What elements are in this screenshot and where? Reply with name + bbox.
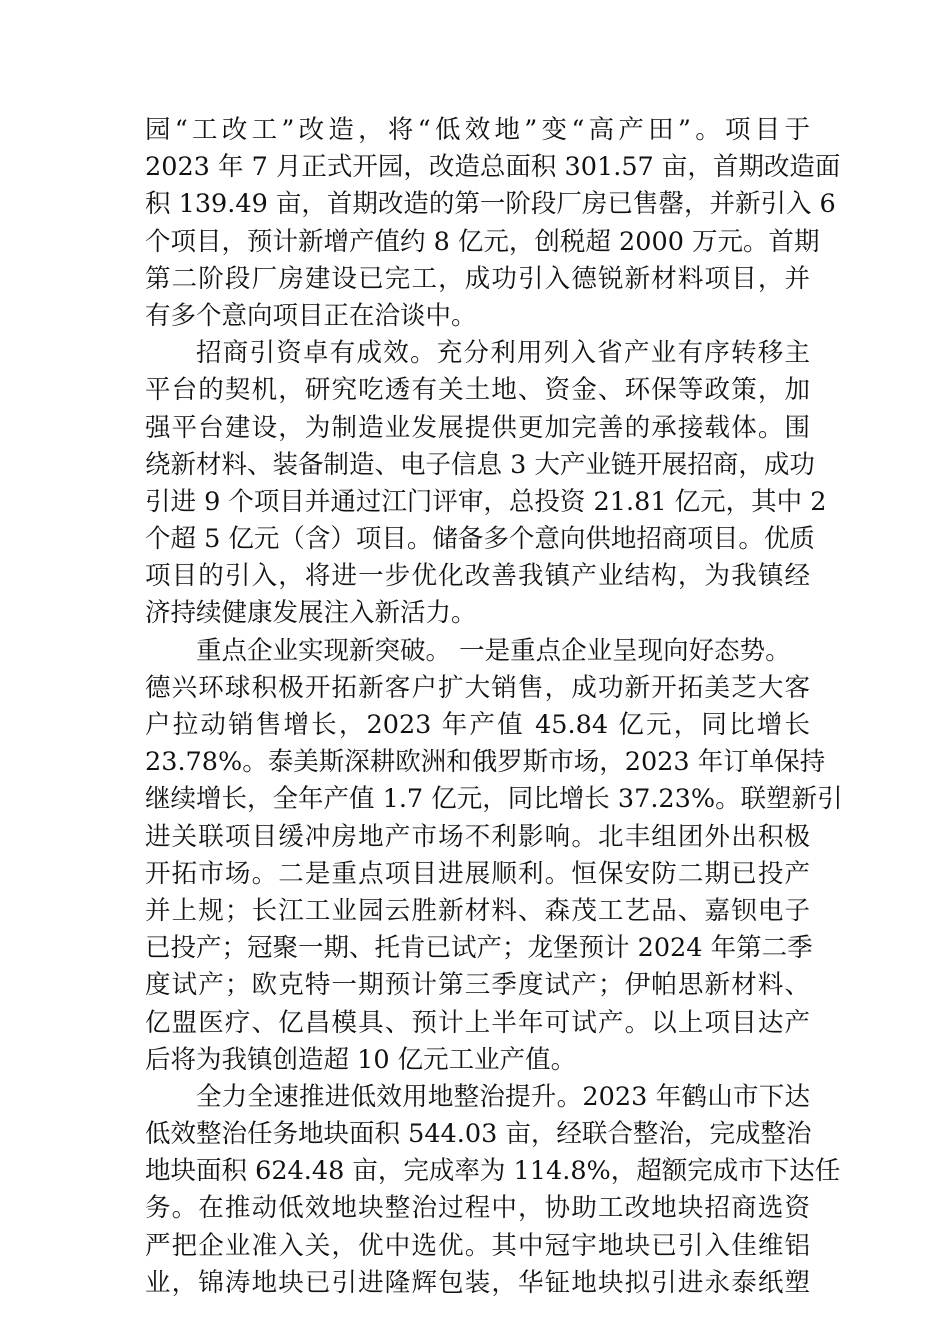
paragraph bbox=[145, 335, 827, 633]
text-line: 引进 9 个项目并通过江门评审，总投资 21.81 亿元，其中 2 bbox=[145, 486, 827, 517]
text-line: 业，锦涛地块已引进隆辉包装，华钲地块拟引进永泰纸塑 bbox=[145, 1267, 810, 1298]
text-line: 园“工改工”改造，将“低效地”变“高产田”。项目于 bbox=[145, 115, 810, 145]
text-line: 第二阶段厂房建设已完工，成功引入德锐新材料项目，并 bbox=[145, 263, 810, 294]
text-line: 平台的契机，研究吃透有关土地、资金、环保等政策，加 bbox=[145, 375, 810, 406]
text-line: 后将为我镇创造超 10 亿元工业产值。 bbox=[145, 1044, 577, 1075]
text-line: 23.78%。泰美斯深耕欧洲和俄罗斯市场，2023 年订单保持 bbox=[145, 747, 826, 778]
text-line: 地块面积 624.48 亩，完成率为 114.8%，超额完成市下达任 bbox=[145, 1156, 841, 1187]
text-line: 并上规；长江工业园云胜新材料、森茂工艺品、嘉钡电子 bbox=[145, 895, 810, 926]
text-line: 低效整治任务地块面积 544.03 亩，经联合整治，完成整治 bbox=[145, 1119, 812, 1150]
text-line: 进关联项目缓冲房地产市场不利影响。北丰组团外出积极 bbox=[145, 821, 810, 852]
text-line: 继续增长，全年产值 1.7 亿元，同比增长 37.23%。联塑新引 bbox=[145, 784, 843, 815]
text-line: 严把企业准入关，优中选优。其中冠宇地块已引入佳维铝 bbox=[145, 1230, 810, 1261]
text-line: 强平台建设，为制造业发展提供更加完善的承接载体。围 bbox=[145, 412, 810, 443]
text-line: 2023 年 7 月正式开园，改造总面积 301.57 亩，首期改造面 bbox=[145, 152, 841, 183]
text-line: 户拉动销售增长，2023 年产值 45.84 亿元，同比增长 bbox=[145, 710, 810, 740]
text-line: 有多个意向项目正在洽谈中。 bbox=[145, 300, 477, 331]
text-line: 招商引资卓有成效。充分利用列入省产业有序转移主 bbox=[196, 338, 810, 369]
text-line: 项目的引入，将进一步优化改善我镇产业结构，为我镇经 bbox=[145, 561, 810, 592]
text-line: 绕新材料、装备制造、电子信息 3 大产业链开展招商，成功 bbox=[145, 449, 815, 480]
text-line: 德兴环球积极开拓新客户扩大销售，成功新开拓美芝大客 bbox=[145, 672, 810, 703]
text-line: 重点企业实现新突破。 一是重点企业呈现向好态势。 bbox=[196, 635, 791, 666]
document-body bbox=[145, 112, 843, 1302]
text-line: 济持续健康发展注入新活力。 bbox=[145, 598, 477, 629]
text-line: 开拓市场。二是重点项目进展顺利。恒保安防二期已投产 bbox=[145, 858, 810, 889]
text-line: 务。在推动低效地块整治过程中，协助工改地块招商选资 bbox=[145, 1193, 810, 1224]
text-line: 已投产；冠聚一期、托肯已试产；龙堡预计 2024 年第二季 bbox=[145, 933, 813, 964]
text-line: 全力全速推进低效用地整治提升。2023 年鹤山市下达 bbox=[196, 1081, 810, 1112]
text-line: 度试产；欧克特一期预计第三季度试产；伊帕思新材料、 bbox=[145, 970, 810, 1001]
paragraph bbox=[145, 1079, 841, 1302]
paragraph bbox=[145, 633, 843, 1079]
text-line: 积 139.49 亩，首期改造的第一阶段厂房已售罄，并新引入 6 bbox=[145, 189, 836, 220]
text-line: 个超 5 亿元（含）项目。储备多个意向供地招商项目。优质 bbox=[145, 524, 815, 555]
text-line: 个项目，预计新增产值约 8 亿元，创税超 2000 万元。首期 bbox=[145, 226, 820, 257]
paragraph bbox=[145, 112, 841, 335]
text-line: 亿盟医疗、亿昌模具、预计上半年可试产。以上项目达产 bbox=[145, 1007, 810, 1038]
